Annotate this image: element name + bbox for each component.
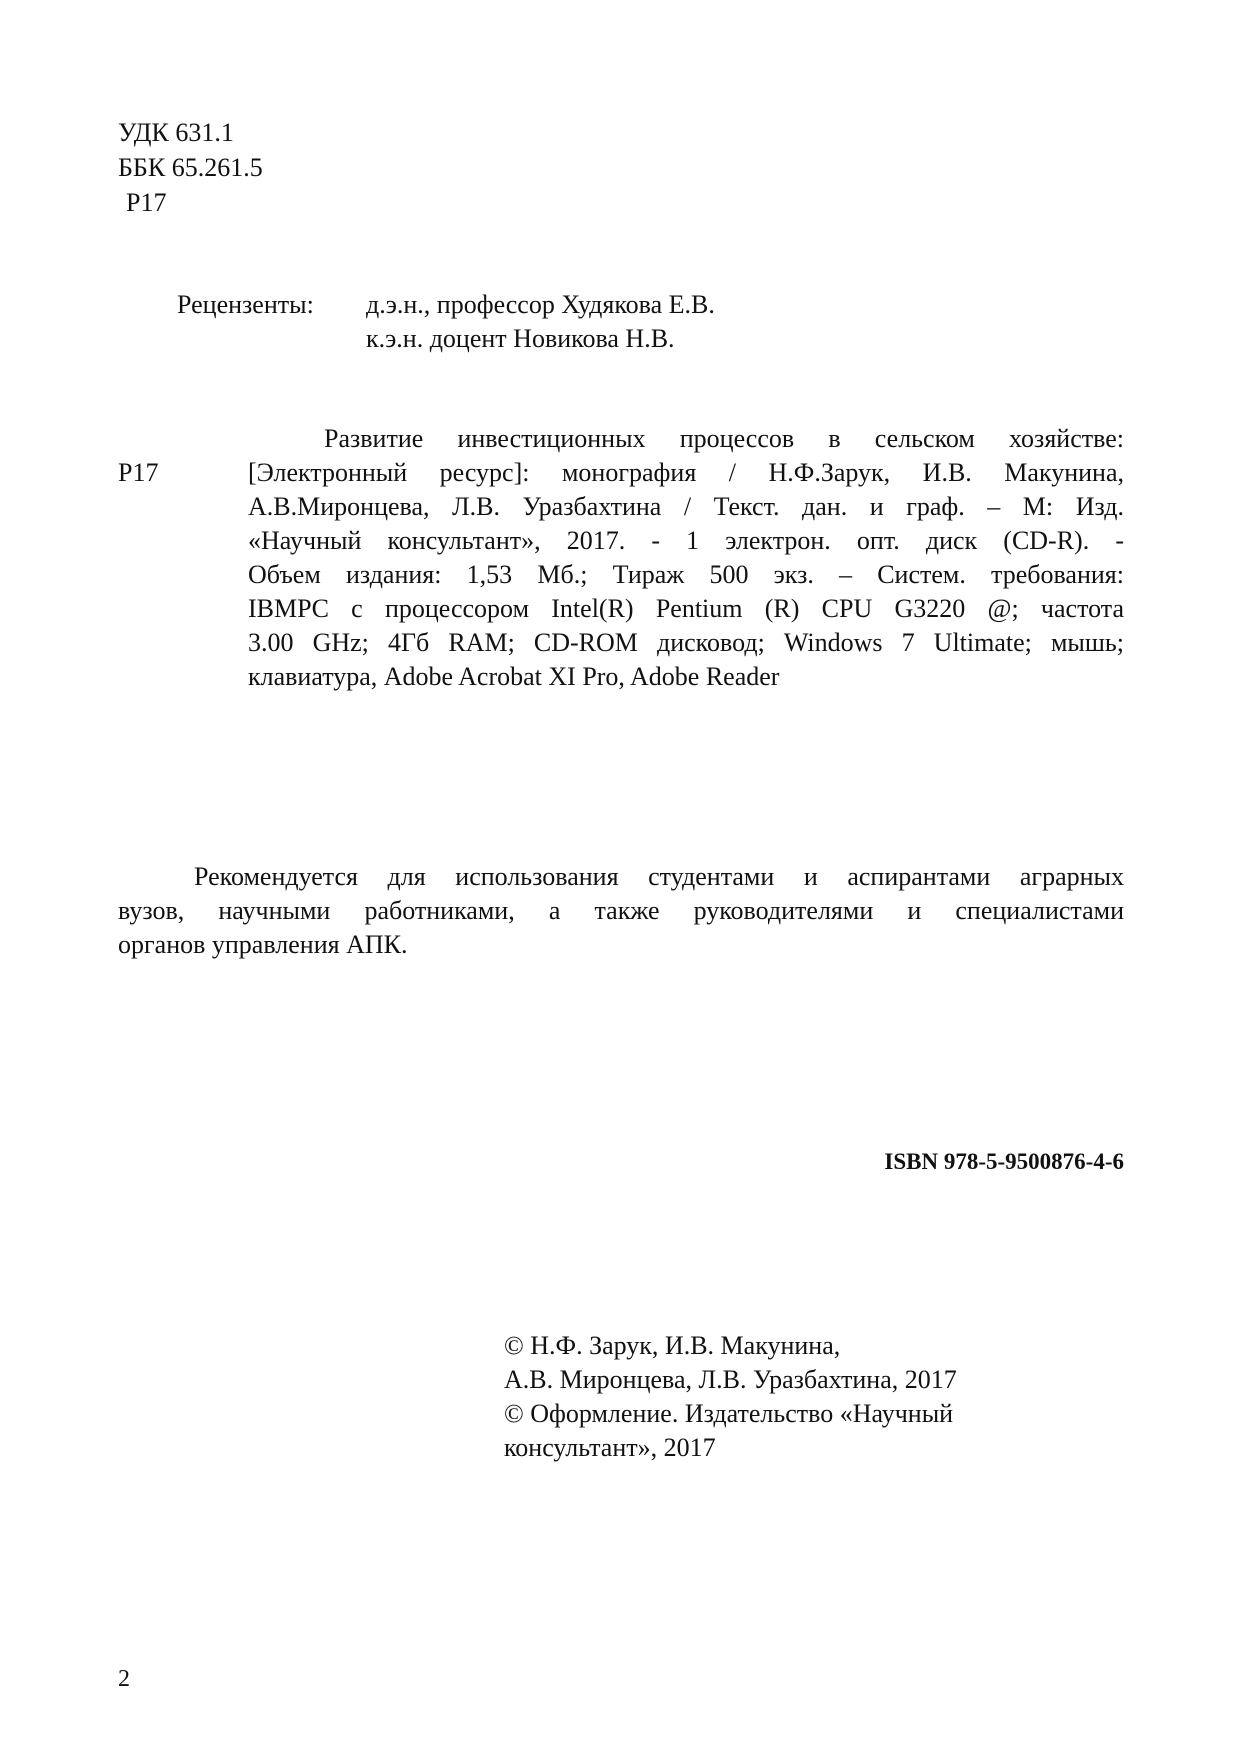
recommendation-line: органов управления АПК.: [118, 930, 408, 959]
page-number: 2: [118, 1666, 130, 1692]
bibliography-line: 3.00 GHz; 4Гб RAM; CD-ROM дисковод; Windows 7 Ultimate; мышь;: [248, 628, 1124, 657]
copyright-block: [504, 1333, 957, 1469]
copyright-line: © Н.Ф. Зарук, И.В. Макунина,: [504, 1331, 841, 1360]
bibliographic-description: [248, 426, 1124, 698]
bibliography-line: клавиатура, Adobe Acrobat XI Pro, Adobe Reader: [248, 662, 780, 691]
bbk-code: ББК 65.261.5: [118, 153, 263, 182]
copyright-line: консультант», 2017: [504, 1433, 716, 1462]
recommendation-line: вузов, научными работниками, а также руководителями и специалистами: [118, 896, 1124, 925]
reviewers-list: [366, 292, 715, 360]
bibliography-line: Объем издания: 1,53 Мб.; Тираж 500 экз. – Систем. требования:: [248, 560, 1124, 589]
reviewer-item: к.э.н. доцент Новикова Н.В.: [366, 324, 675, 353]
reviewers-label: Рецензенты:: [177, 290, 314, 319]
recommendation-paragraph: [118, 864, 1124, 966]
copyright-line: А.В. Миронцева, Л.В. Уразбахтина, 2017: [504, 1365, 957, 1394]
bibliography-line: «Научный консультант», 2017. - 1 электрон. опт. диск (CD-R). -: [248, 526, 1124, 555]
author-mark: Р17: [126, 188, 167, 217]
udk-code: УДК 631.1: [118, 118, 234, 147]
copyright-line: © Оформление. Издательство «Научный: [504, 1399, 954, 1428]
reviewer-item: д.э.н., профессор Худякова Е.В.: [366, 290, 715, 319]
bibliography-line: IBMPC с процессором Intel(R) Pentium (R) CPU G3220 @; частота: [248, 594, 1124, 623]
bibliography-code: Р17: [118, 458, 159, 487]
isbn: ISBN 978-5-9500876-4-6: [884, 1149, 1124, 1174]
recommendation-line: Рекомендуется для использования студентами и аспирантами аграрных: [194, 862, 1124, 891]
bibliography-line: [Электронный ресурс]: монография / Н.Ф.Зарук, И.В. Макунина,: [248, 458, 1124, 487]
bibliography-line: Развитие инвестиционных процессов в сельском хозяйстве:: [324, 424, 1124, 453]
bibliography-line: А.В.Миронцева, Л.В. Уразбахтина / Текст. дан. и граф. – М: Изд.: [248, 492, 1124, 521]
classification-codes: [118, 120, 263, 225]
